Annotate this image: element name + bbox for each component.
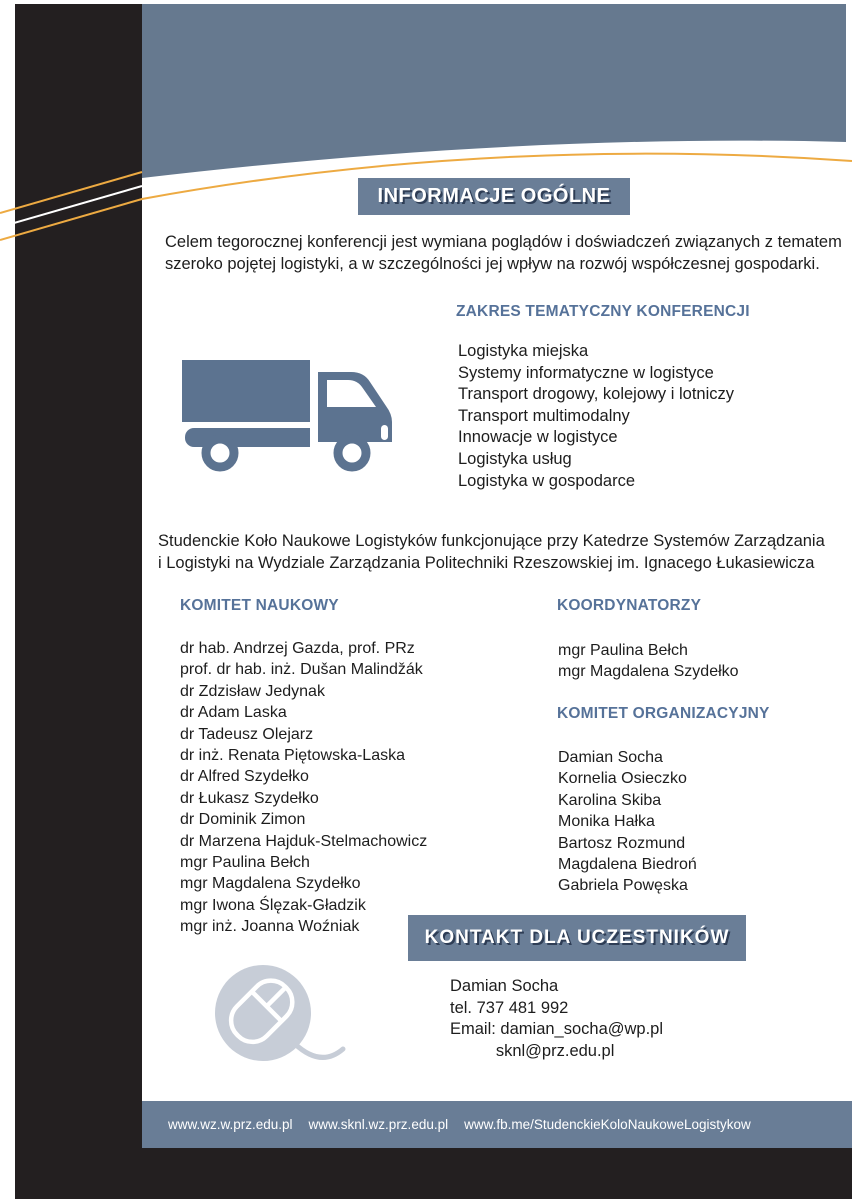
coordinators-list [558, 640, 739, 683]
organizer-member: Karolina Skiba [558, 791, 662, 809]
committee-member: dr Marzena Hajduk-Stelmachowicz [180, 832, 428, 850]
topic-item: Systemy informatyczne w logistyce [458, 363, 714, 382]
bottom-black-band [15, 1148, 852, 1199]
organizer-member: Gabriela Powęska [558, 877, 688, 895]
contact-box-title: KONTAKT DLA UCZESTNIKÓW [408, 915, 746, 961]
intro-line: Celem tegorocznej konferencji jest wymiana poglądów i doświadczeń związanych z tematem [165, 233, 842, 251]
topics-list [458, 341, 734, 492]
coordinator-member: mgr Paulina Bełch [558, 642, 688, 659]
about-line: i Logistyki na Wydziale Zarządzania Politechniki Rzeszowskiej im. Ignacego Łukasiewicza [158, 553, 815, 572]
contact-line: tel. 737 481 992 [450, 998, 569, 1017]
committee-member: prof. dr hab. inż. Dušan Malindžák [180, 661, 423, 679]
organizer-member: Monika Hałka [558, 813, 655, 831]
footer-link: www.wz.w.prz.edu.pl [168, 1117, 293, 1132]
footer-links [168, 1117, 751, 1132]
scientific-committee-list [180, 638, 427, 938]
organizing-committee-heading: KOMITET ORGANIZACYJNY [557, 705, 770, 722]
footer-link: www.fb.me/StudenckieKoloNaukoweLogistykow [464, 1117, 751, 1132]
truck-icon [175, 352, 425, 477]
topic-item: Logistyka usług [458, 449, 572, 468]
footer-link: www.sknl.wz.prz.edu.pl [308, 1117, 449, 1132]
contact-line: Damian Socha [450, 977, 559, 995]
about-paragraph [158, 531, 825, 574]
organizer-member: Magdalena Biedroń [558, 856, 697, 874]
topic-item: Logistyka miejska [458, 342, 589, 360]
organizer-member: Bartosz Rozmund [558, 834, 686, 852]
contact-line: sknl@prz.edu.pl [450, 1041, 615, 1060]
committee-member: mgr inż. Joanna Woźniak [180, 918, 360, 936]
committee-member: dr Zdzisław Jedynak [180, 682, 325, 700]
committee-member: dr Łukasz Szydełko [180, 789, 319, 807]
committee-member: dr Alfred Szydełko [180, 768, 309, 786]
intro-paragraph [165, 232, 842, 275]
committee-member: dr inż. Renata Piętowska-Laska [180, 747, 405, 765]
page-title: INFORMACJE OGÓLNE [358, 178, 630, 215]
committee-member: mgr Paulina Bełch [180, 854, 310, 872]
coordinator-member: mgr Magdalena Szydełko [558, 663, 739, 681]
coordinators-heading: KOORDYNATORZY [557, 597, 702, 614]
computer-mouse-icon [195, 952, 355, 1082]
topic-item: Innowacje w logistyce [458, 428, 618, 447]
contact-line: Email: damian_socha@wp.pl [450, 1020, 664, 1038]
about-line: Studenckie Koło Naukowe Logistyków funkcjonujące przy Katedrze Systemów Zarządzania [158, 532, 825, 550]
committee-member: dr hab. Andrzej Gazda, prof. PRz [180, 640, 415, 657]
committee-member: mgr Iwona Ślęzak-Gładzik [180, 896, 366, 914]
topics-heading: ZAKRES TEMATYCZNY KONFERENCJI [456, 303, 750, 320]
contact-details [450, 976, 663, 1062]
topic-item: Transport drogowy, kolejowy i lotniczy [458, 385, 735, 404]
committee-member: dr Dominik Zimon [180, 811, 306, 829]
committee-member: dr Tadeusz Olejarz [180, 725, 314, 743]
organizer-member: Damian Socha [558, 749, 663, 766]
topic-item: Transport multimodalny [458, 406, 630, 425]
header-block-shape [142, 4, 846, 178]
footer-bar [142, 1101, 852, 1148]
organizer-member: Kornelia Osieczko [558, 770, 687, 788]
committee-member: dr Adam Laska [180, 704, 287, 722]
organizing-committee-list [558, 747, 697, 897]
intro-line: szeroko pojętej logistyki, a w szczególności jej wpływ na rozwój współczesnej gospodarki. [165, 254, 820, 273]
scientific-committee-heading: KOMITET NAUKOWY [180, 597, 339, 614]
topic-item: Logistyka w gospodarce [458, 471, 636, 490]
committee-member: mgr Magdalena Szydełko [180, 875, 361, 893]
